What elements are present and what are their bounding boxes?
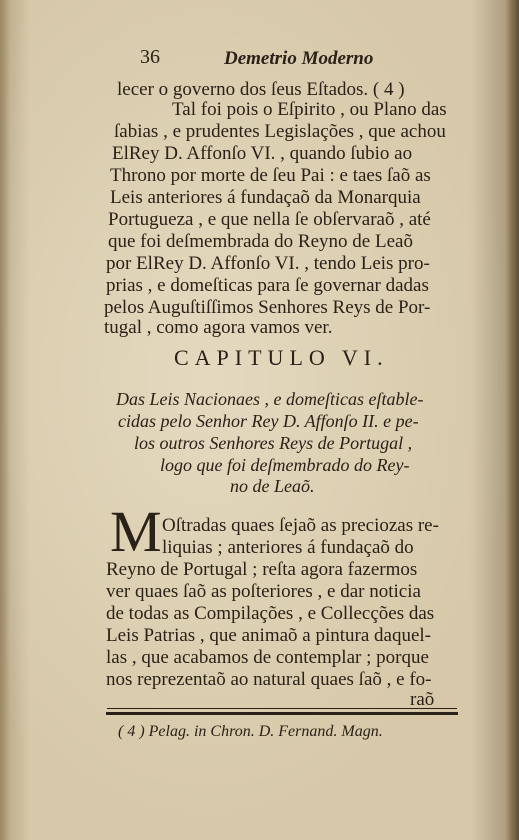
text-line: pelos Auguſtiſſimos Senhores Reys de Por- bbox=[104, 297, 431, 318]
text-line: Reyno de Portugal ; reſta agora fazermos bbox=[106, 559, 418, 580]
chapter-caption-line: cidas pelo Senhor Rey D. Affonſo II. e pe- bbox=[118, 411, 419, 431]
chapter-caption-line: no de Leaõ. bbox=[230, 476, 315, 496]
text-line: prias , e domeſticas para ſe governar dadas bbox=[106, 275, 429, 296]
catchword: raõ bbox=[410, 689, 435, 710]
page-gutter-shadow bbox=[0, 0, 10, 840]
text-line: tugal , como agora vamos ver. bbox=[104, 317, 333, 338]
text-line: ver quaes ſaõ as poſteriores , e dar noticia bbox=[106, 581, 421, 602]
chapter-caption-line: los outros Senhores Reys de Portugal , bbox=[134, 433, 413, 453]
text-line: ſabias , e prudentes Legislações , que achou bbox=[114, 121, 446, 142]
text-line: que foi deſmembrada do Reyno de Leaõ bbox=[108, 231, 413, 252]
page-number: 36 bbox=[140, 46, 160, 68]
text-line: Tal foi pois o Eſpirito , ou Plano das bbox=[172, 99, 447, 120]
drop-cap-letter: M bbox=[110, 499, 162, 564]
text-line: por ElRey D. Affonſo VI. , tendo Leis pro- bbox=[106, 253, 430, 274]
text-line: ElRey D. Affonſo VI. , quando ſubio ao bbox=[112, 143, 413, 164]
text-line: las , que acabamos de contemplar ; porque bbox=[106, 647, 429, 668]
chapter-caption-line: Das Leis Nacionaes , e domeſticas eſtable- bbox=[116, 389, 424, 409]
page-stack-edge bbox=[505, 0, 519, 840]
text-line: liquias ; anteriores á fundaçaõ do bbox=[162, 537, 414, 558]
text-line: Leis Patrias , que animaõ a pintura daquel- bbox=[106, 625, 432, 646]
footnote-rule bbox=[106, 712, 458, 715]
text-line: nos reprezentaõ ao natural quaes ſaõ , e fo- bbox=[106, 669, 432, 690]
text-line: Leis anteriores á fundaçaõ da Monarquia bbox=[110, 187, 421, 208]
chapter-caption-line: logo que foi deſmembrado do Rey- bbox=[160, 455, 410, 475]
running-head: Demetrio Moderno bbox=[224, 48, 374, 69]
text-line: Oſtradas quaes ſejaõ as preciozas re- bbox=[162, 515, 439, 536]
chapter-heading: CAPITULO VI. bbox=[174, 345, 389, 370]
text-line: Portugueza , e que nella ſe obſervaraõ , até bbox=[108, 209, 431, 230]
text-line: Throno por morte de ſeu Pai : e taes ſaõ as bbox=[110, 165, 431, 186]
footnote: ( 4 ) Pelag. in Chron. D. Fernand. Magn. bbox=[118, 723, 383, 740]
text-line: de todas as Compilações , e Collecções das bbox=[106, 603, 435, 624]
text-line: lecer o governo dos ſeus Eſtados. ( 4 ) bbox=[117, 79, 405, 100]
